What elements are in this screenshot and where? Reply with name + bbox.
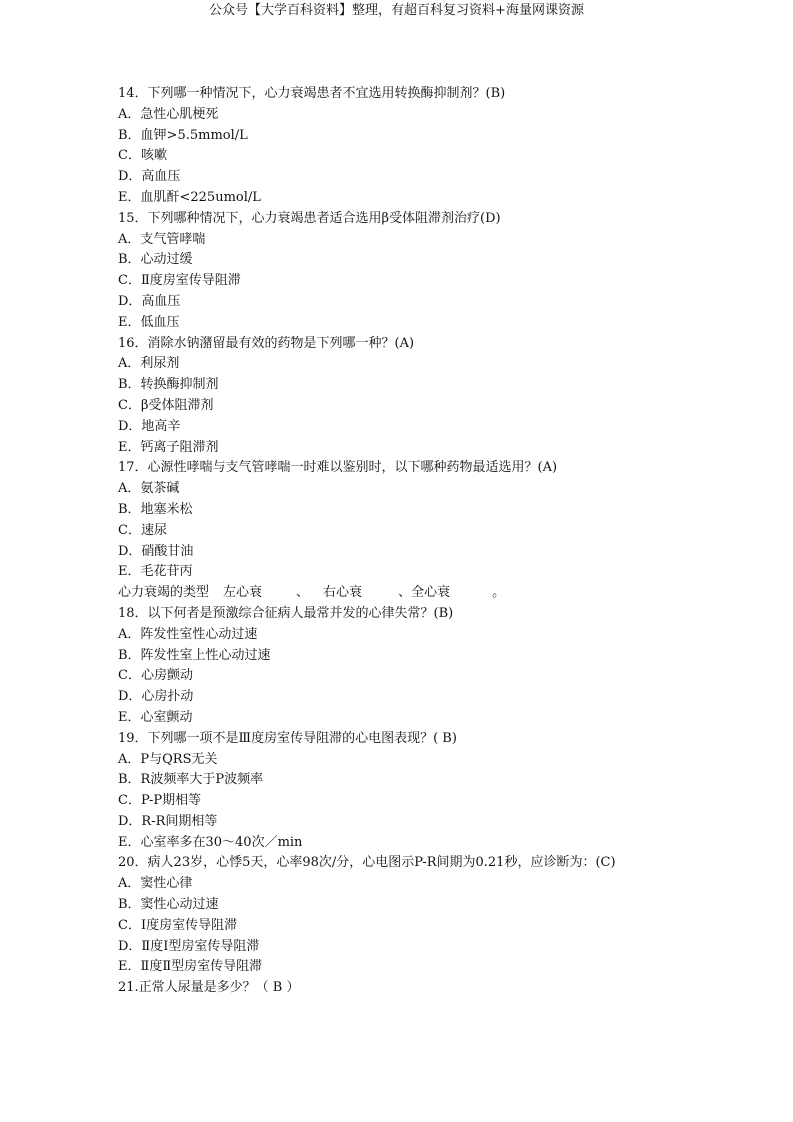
option-c: C．Ⅱ度房室传导阻滞 (118, 273, 241, 289)
option-e: E．毛花苷丙 (118, 564, 193, 580)
fill-separator: 、 (296, 585, 310, 601)
option-a: A．P与QRS无关 (118, 751, 218, 767)
option-d: D．心房扑动 (118, 689, 194, 705)
option-b: B．地塞米松 (118, 501, 193, 517)
question-15: 15．下列哪种情况下，心力衰竭患者适合选用β受体阻滞剂治疗(D) (118, 210, 501, 226)
option-d: D．地高辛 (118, 418, 181, 434)
option-b: B．阵发性室上性心动过速 (118, 647, 271, 663)
option-c: C．Ⅰ度房室传导阻滞 (118, 917, 238, 933)
fill-period: 。 (492, 585, 506, 601)
page-header: 公众号【大学百科资料】整理，有超百科复习资料+海量网课资源 (209, 3, 584, 18)
option-a: A．利尿剂 (118, 356, 180, 372)
fill-answer-right: 右心衰 (323, 585, 363, 601)
option-e: E．低血压 (118, 314, 180, 330)
question-18: 18．以下何者是预激综合征病人最常并发的心律失常？(B) (118, 605, 454, 621)
question-17: 17．心源性哮喘与支气管哮喘一时难以鉴别时，以下哪种药物最适选用？(A) (118, 460, 558, 476)
question-16: 16．消除水钠潴留最有效的药物是下列哪一种？(A) (118, 335, 415, 351)
question-14: 14．下列哪一种情况下，心力衰竭患者不宜选用转换酶抑制剂？(B) (118, 86, 506, 101)
option-c: C．β受体阻滞剂 (118, 397, 214, 413)
option-b: B．R波频率大于P波频率 (118, 772, 264, 788)
question-20: 20．病人23岁，心悸5天，心率98次/分，心电图示P-R间期为0.21秒，应诊断为：(C) (118, 855, 616, 871)
option-d: D．Ⅱ度Ⅰ型房室传导阻滞 (118, 938, 260, 954)
option-d: D．高血压 (118, 293, 181, 309)
option-e: E．钙离子阻滞剂 (118, 439, 219, 455)
fill-label: 心力衰竭的类型 (118, 585, 210, 601)
option-b: B．转换酶抑制剂 (118, 377, 219, 393)
option-e: E．心室率多在30～40次／min (118, 834, 303, 850)
option-a: A．阵发性室性心动过速 (118, 626, 258, 642)
option-e: E．Ⅱ度Ⅱ型房室传导阻滞 (118, 959, 263, 975)
option-a: A．急性心肌梗死 (118, 106, 219, 122)
option-a: A．支气管哮喘 (118, 231, 206, 247)
option-e: E．心室颤动 (118, 709, 193, 725)
option-a: A．氨茶碱 (118, 481, 180, 497)
option-d: D．高血压 (118, 169, 181, 185)
fill-answer-whole: 、全心衰 (398, 585, 451, 601)
option-d: D．R-R间期相等 (118, 813, 218, 829)
option-b: B．窦性心动过速 (118, 897, 219, 913)
fill-in-line-heart-failure-types (118, 583, 758, 604)
question-21: 21.正常人尿量是多少？（ B ） (118, 980, 300, 996)
fill-answer-left: 左心衰 (223, 585, 263, 601)
option-c: C．P-P期相等 (118, 793, 202, 809)
option-a: A．窦性心律 (118, 876, 193, 892)
question-19: 19．下列哪一项不是Ⅲ度房室传导阻滞的心电图表现？( B) (118, 730, 457, 746)
option-c: C．咳嗽 (118, 148, 167, 164)
option-b: B．血钾>5.5mmol/L (118, 127, 248, 143)
option-e: E．血肌酐<225umol/L (118, 189, 261, 205)
option-c: C．心房颤动 (118, 668, 193, 684)
option-d: D．硝酸甘油 (118, 543, 194, 559)
question-content (118, 84, 758, 999)
option-c: C．速尿 (118, 522, 167, 538)
option-b: B．心动过缓 (118, 252, 193, 268)
